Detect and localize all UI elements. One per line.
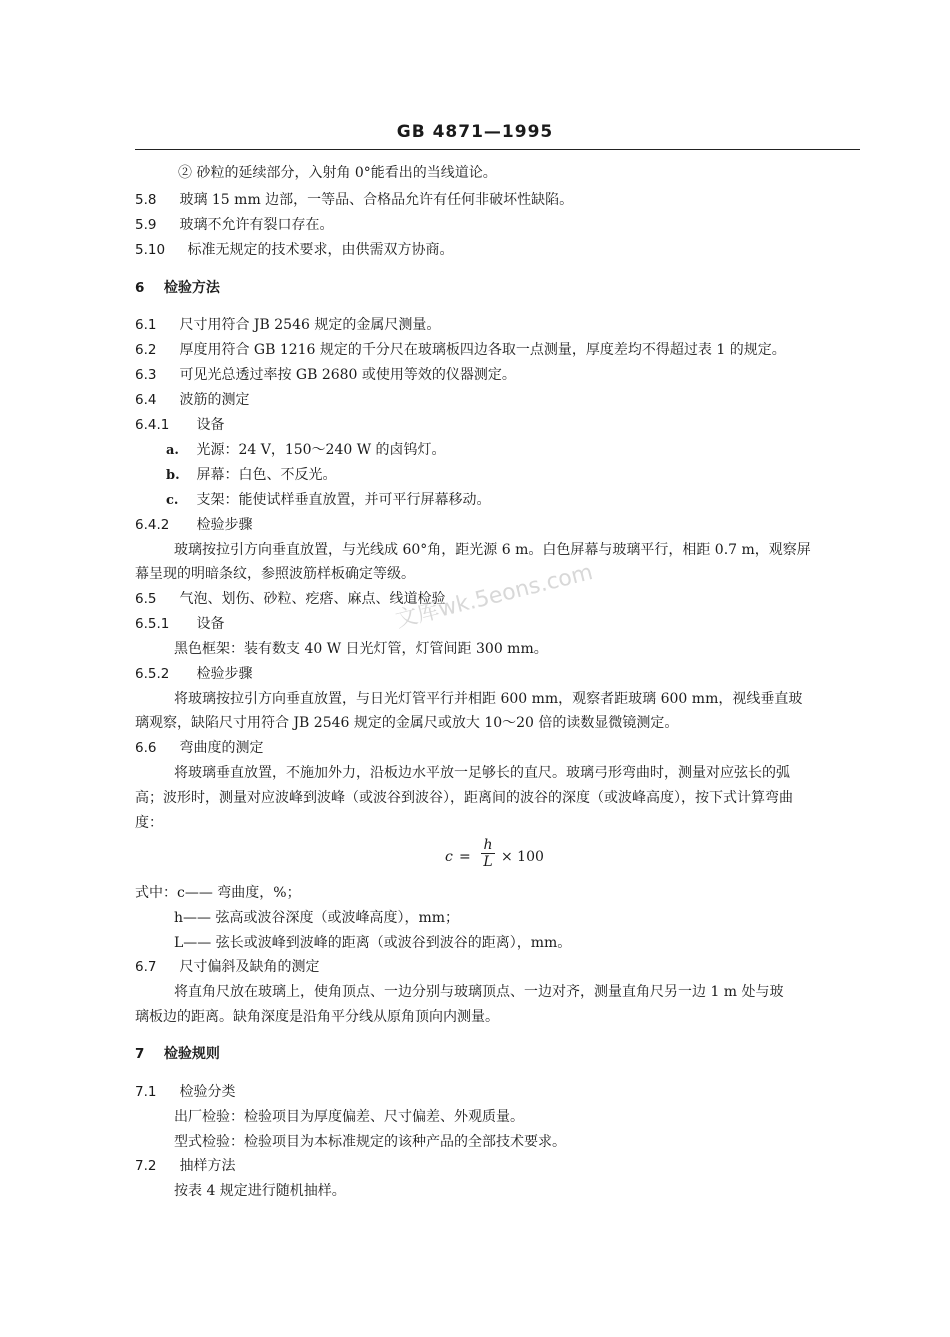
clause-5-9	[135, 216, 333, 234]
formula-denominator: L	[483, 854, 493, 870]
clause-7-1	[135, 1083, 235, 1101]
paragraph-line	[174, 1133, 566, 1151]
clause-text: 厚度用符合 GB 1216 规定的千分尺在玻璃板四边各取一点测量，厚度差均不得超过表 1 的规定。	[179, 342, 786, 358]
section-title: 检验方法	[163, 280, 220, 296]
clause-number: 6.6	[135, 740, 157, 756]
clause-text: 检验步骤	[196, 517, 253, 533]
list-marker: a.	[166, 443, 179, 458]
section-number: 6	[135, 280, 145, 296]
clause-text: 玻璃 15 mm 边部，一等品、合格品允许有任何非破坏性缺陷。	[179, 192, 574, 208]
clause-6-1	[135, 316, 440, 334]
line-text: 式中：c—— 弯曲度，%；	[135, 885, 301, 901]
section-6-heading	[135, 279, 220, 297]
line-text: 型式检验：检验项目为本标准规定的该种产品的全部技术要求。	[174, 1134, 566, 1150]
formula-legend-l	[174, 934, 571, 952]
clause-number: 6.4.1	[135, 417, 170, 433]
line-text: 幕呈现的明暗条纹，参照波筋样板确定等级。	[135, 566, 415, 582]
clause-number: 6.4.2	[135, 517, 170, 533]
clause-number: 6.4	[135, 392, 157, 408]
clause-text: 玻璃不允许有裂口存在。	[179, 217, 334, 233]
clause-text: 设备	[196, 417, 225, 433]
clause-7-2	[135, 1157, 235, 1175]
formula-equals: =	[459, 849, 471, 865]
paragraph-line	[174, 640, 548, 658]
clause-number: 7.2	[135, 1158, 157, 1174]
list-item-b	[166, 466, 336, 485]
clause-6-5	[135, 590, 445, 608]
section-title: 检验规则	[163, 1046, 220, 1062]
clause-6-2	[135, 341, 786, 359]
paragraph-line	[135, 789, 793, 807]
clause-number: 5.8	[135, 192, 157, 208]
clause-6-7	[135, 958, 319, 976]
list-text: 光源：24 V，150～240 W 的卤钨灯。	[196, 442, 446, 458]
clause-number: 6.5.1	[135, 616, 170, 632]
clause-6-3	[135, 366, 516, 384]
clause-text: 弯曲度的测定	[179, 740, 264, 756]
list-marker: c.	[166, 493, 179, 508]
paragraph-line	[135, 565, 415, 583]
clause-number: 6.3	[135, 367, 157, 383]
formula-legend-h	[174, 909, 459, 927]
formula-fraction	[481, 838, 495, 871]
section-7-heading	[135, 1045, 220, 1063]
clause-text: 尺寸用符合 JB 2546 规定的金属尺测量。	[179, 317, 441, 333]
formula-lhs: c	[445, 849, 453, 865]
clause-number: 6.7	[135, 959, 157, 975]
watermark-text: 文库wk.5eons.com	[393, 559, 596, 634]
line-text: 将玻璃垂直放置，不施加外力，沿板边水平放一足够长的直尺。玻璃弓形弯曲时，测量对应弦长的弧	[174, 765, 790, 781]
clause-text: 气泡、划伤、砂粒、疙瘩、麻点、线道检验	[179, 591, 446, 607]
clause-text: 检验分类	[179, 1084, 236, 1100]
clause-text: 设备	[196, 616, 225, 632]
clause-number: 5.9	[135, 217, 157, 233]
clause-text: 波筋的测定	[179, 392, 250, 408]
line-text: ② 砂粒的延续部分，入射角 0°能看出的当线道论。	[178, 165, 497, 181]
paragraph-line	[174, 764, 790, 782]
list-marker: b.	[166, 468, 180, 483]
clause-6-5-2	[135, 665, 252, 683]
clause-number: 6.2	[135, 342, 157, 358]
line-text: 黑色框架：装有数支 40 W 日光灯管，灯管间距 300 mm。	[174, 641, 548, 657]
clause-text: 尺寸偏斜及缺角的测定	[179, 959, 320, 975]
paragraph-line	[135, 714, 678, 732]
header-rule	[135, 149, 860, 150]
clause-number: 6.5.2	[135, 666, 170, 682]
clause-6-5-1	[135, 615, 224, 633]
list-item-c	[166, 491, 490, 510]
line-text: 玻璃按拉引方向垂直放置，与光线成 60°角，距光源 6 m。白色屏幕与玻璃平行，相距 0.7 m，观察屏	[174, 542, 811, 558]
clause-number: 6.1	[135, 317, 157, 333]
clause-6-6	[135, 739, 263, 757]
clause-text: 抽样方法	[179, 1158, 236, 1174]
formula-numerator: h	[483, 837, 493, 853]
list-item-a	[166, 441, 446, 460]
line-text: 度：	[135, 815, 163, 831]
line-text: 高；波形时，测量对应波峰到波峰（或波谷到波谷），距离间的波谷的深度（或波峰高度），按下式计算弯曲	[135, 790, 793, 806]
paragraph-line	[135, 814, 163, 832]
clause-text: 标准无规定的技术要求，由供需双方协商。	[187, 242, 454, 258]
paragraph-line	[174, 1182, 346, 1200]
clause-5-8	[135, 191, 573, 209]
paragraph-line	[135, 1008, 499, 1026]
clause-6-4-1	[135, 416, 224, 434]
note-line	[178, 164, 497, 182]
line-text: 出厂检验：检验项目为厚度偏差、尺寸偏差、外观质量。	[174, 1109, 524, 1125]
clause-6-4-2	[135, 516, 252, 534]
list-text: 屏幕：白色、不反光。	[196, 467, 337, 483]
section-number: 7	[135, 1046, 145, 1062]
line-text: 璃板边的距离。缺角深度是沿角平分线从原角顶向内测量。	[135, 1009, 499, 1025]
clause-text: 可见光总透过率按 GB 2680 或使用等效的仪器测定。	[179, 367, 516, 383]
list-text: 支架：能使试样垂直放置，并可平行屏幕移动。	[196, 492, 491, 508]
clause-number: 5.10	[135, 242, 166, 258]
line-text: h—— 弦高或波谷深度（或波峰高度），mm；	[174, 910, 460, 926]
line-text: L—— 弦长或波峰到波峰的距离（或波谷到波谷的距离），mm。	[174, 935, 572, 951]
clause-5-10	[135, 241, 453, 259]
line-text: 按表 4 规定进行随机抽样。	[174, 1183, 346, 1199]
paragraph-line	[174, 541, 811, 559]
line-text: 璃观察，缺陷尺寸用符合 JB 2546 规定的金属尺或放大 10～20 倍的读数显微镜测定。	[135, 715, 679, 731]
line-text: 将玻璃按拉引方向垂直放置，与日光灯管平行并相距 600 mm，观察者距玻璃 600 mm，视线垂直玻	[174, 691, 803, 707]
paragraph-line	[174, 1108, 524, 1126]
clause-6-4	[135, 391, 249, 409]
formula-legend-c	[135, 884, 301, 902]
paragraph-line	[174, 690, 802, 708]
formula-multiplier: × 100	[501, 849, 544, 865]
clause-text: 检验步骤	[196, 666, 253, 682]
page-header: GB 4871—1995	[396, 122, 554, 142]
clause-number: 7.1	[135, 1084, 157, 1100]
clause-number: 6.5	[135, 591, 157, 607]
line-text: 将直角尺放在玻璃上，使角顶点、一边分别与玻璃顶点、一边对齐，测量直角尺另一边 1 m 处与玻	[174, 984, 784, 1000]
paragraph-line	[174, 983, 784, 1001]
